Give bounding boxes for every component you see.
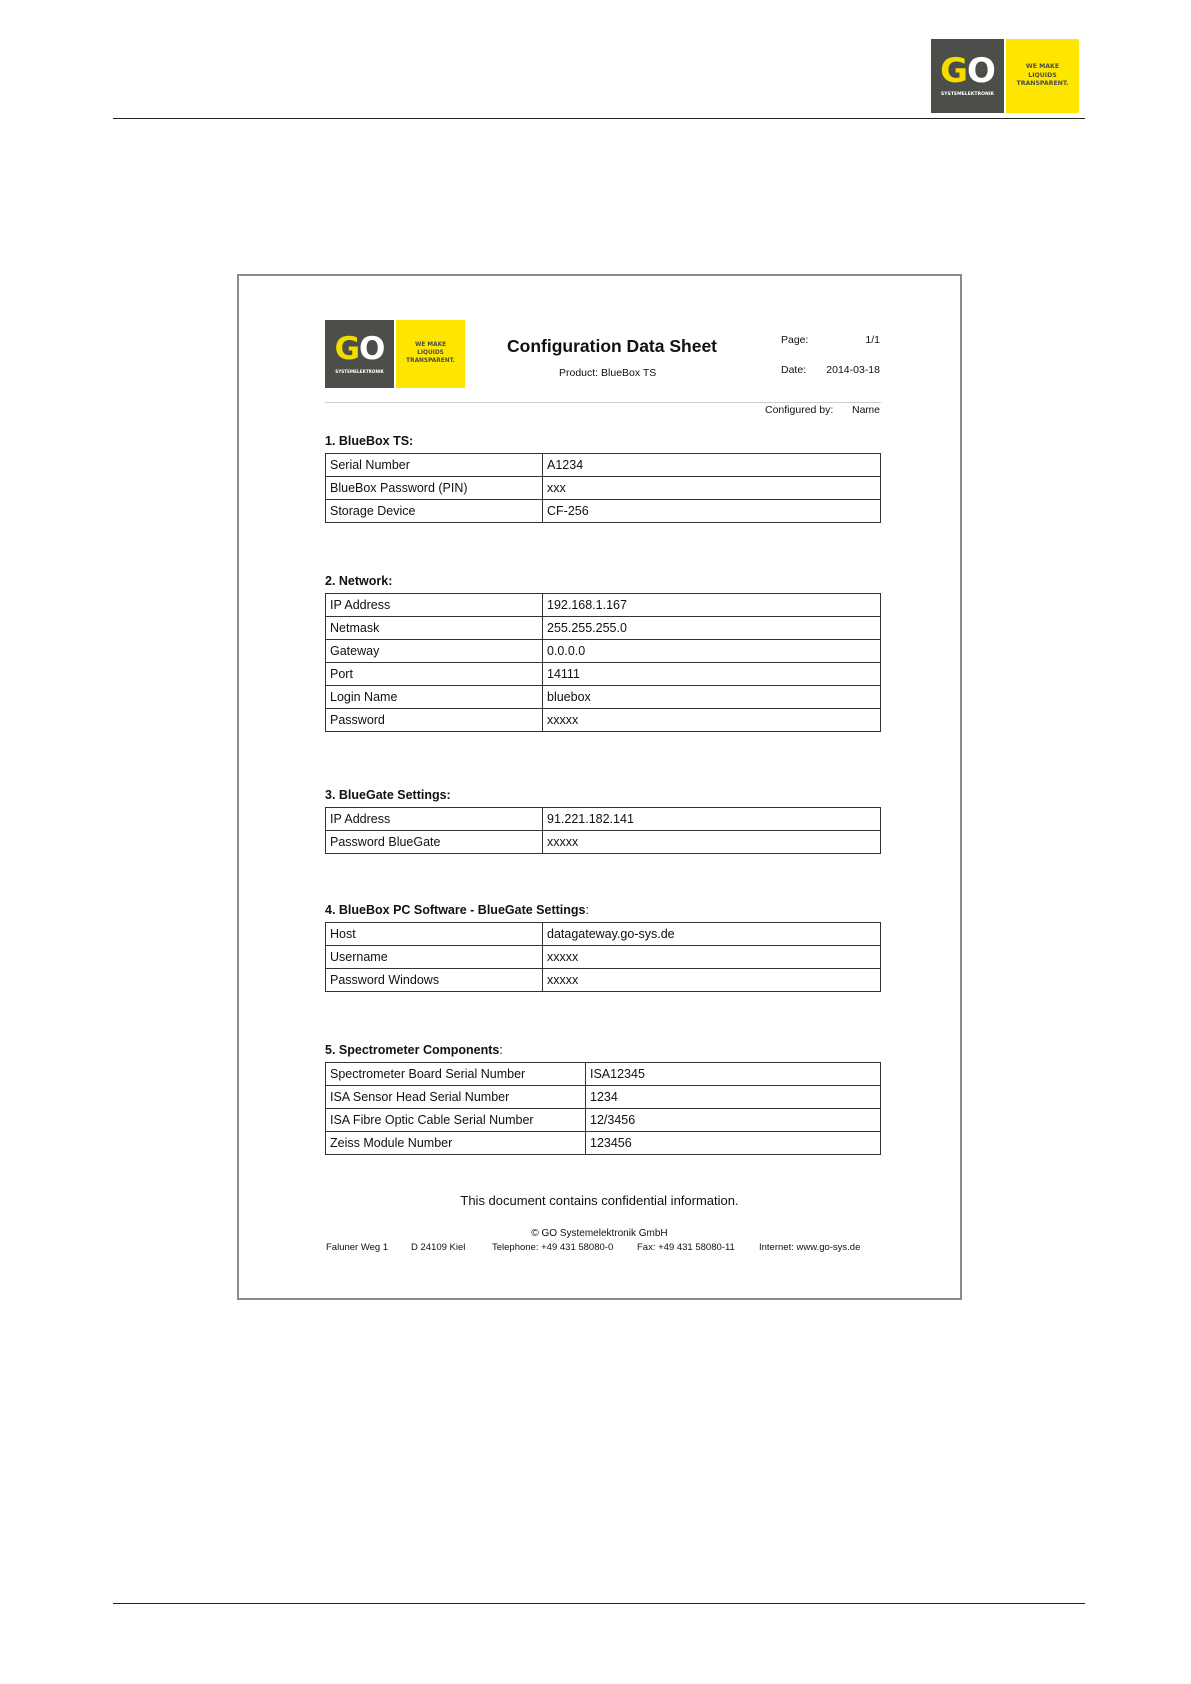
config-table bbox=[325, 593, 881, 732]
row-label: ISA Fibre Optic Cable Serial Number bbox=[326, 1109, 586, 1132]
sheet-logo bbox=[325, 320, 465, 388]
table-row bbox=[326, 709, 881, 732]
table-row bbox=[326, 1132, 881, 1155]
row-label: IP Address bbox=[326, 594, 543, 617]
footer-fax: Fax: +49 431 58080-11 bbox=[637, 1242, 735, 1253]
row-value: CF-256 bbox=[543, 500, 881, 523]
table-row bbox=[326, 454, 881, 477]
logo-tagline bbox=[1006, 39, 1079, 113]
section-spectrometer-components bbox=[325, 1043, 881, 1155]
date-label: Date: bbox=[781, 364, 807, 376]
row-value: 91.221.182.141 bbox=[543, 808, 881, 831]
row-value: 0.0.0.0 bbox=[543, 640, 881, 663]
row-value: 12/3456 bbox=[586, 1109, 881, 1132]
row-value: 192.168.1.167 bbox=[543, 594, 881, 617]
page-value: 1/1 bbox=[865, 334, 880, 346]
row-value: xxxxx bbox=[543, 709, 881, 732]
config-table bbox=[325, 453, 881, 523]
row-value: 14111 bbox=[543, 663, 881, 686]
table-row bbox=[326, 831, 881, 854]
logo-tagline-line: WE MAKE bbox=[1025, 63, 1060, 71]
table-row bbox=[326, 1063, 881, 1086]
row-value: A1234 bbox=[543, 454, 881, 477]
table-row bbox=[326, 1109, 881, 1132]
logo-brand bbox=[940, 51, 995, 92]
confidential-notice: This document contains confidential information. bbox=[460, 1193, 739, 1208]
row-value: 123456 bbox=[586, 1132, 881, 1155]
section-heading bbox=[325, 1043, 881, 1057]
row-label: ISA Sensor Head Serial Number bbox=[326, 1086, 586, 1109]
table-row bbox=[326, 500, 881, 523]
row-value: xxxxx bbox=[543, 969, 881, 992]
row-label: Port bbox=[326, 663, 543, 686]
table-row bbox=[326, 1086, 881, 1109]
row-label: Gateway bbox=[326, 640, 543, 663]
header-rule bbox=[113, 118, 1085, 119]
logo-tagline-line: LIQUIDS bbox=[1028, 71, 1057, 79]
table-row bbox=[326, 808, 881, 831]
table-row bbox=[326, 640, 881, 663]
row-label: Storage Device bbox=[326, 500, 543, 523]
table-row bbox=[326, 946, 881, 969]
section-bluegate-settings bbox=[325, 788, 881, 854]
row-label: BlueBox Password (PIN) bbox=[326, 477, 543, 500]
section-heading: 3. BlueGate Settings: bbox=[325, 788, 451, 802]
logo-brand-g: G bbox=[940, 51, 967, 92]
row-value: ISA12345 bbox=[586, 1063, 881, 1086]
row-label: Zeiss Module Number bbox=[326, 1132, 586, 1155]
table-row bbox=[326, 477, 881, 500]
logo-company: SYSTEMELEKTRONIK bbox=[335, 368, 384, 374]
configuration-sheet bbox=[237, 274, 962, 1300]
section-heading: 1. BlueBox TS: bbox=[325, 434, 414, 448]
row-value: datagateway.go-sys.de bbox=[543, 923, 881, 946]
row-value: xxxxx bbox=[543, 831, 881, 854]
table-row bbox=[326, 923, 881, 946]
logo-go-block bbox=[325, 320, 394, 388]
row-value: 1234 bbox=[586, 1086, 881, 1109]
logo-brand bbox=[334, 330, 385, 367]
logo-tagline-line: TRANSPARENT. bbox=[406, 357, 455, 364]
row-value: 255.255.255.0 bbox=[543, 617, 881, 640]
section-heading bbox=[325, 903, 881, 917]
product-label: Product: BlueBox TS bbox=[559, 367, 657, 379]
logo-tagline-line: WE MAKE bbox=[414, 342, 447, 349]
page-label: Page: bbox=[781, 334, 809, 346]
row-label: Login Name bbox=[326, 686, 543, 709]
copyright: © GO Systemelektronik GmbH bbox=[531, 1228, 668, 1239]
row-label: Host bbox=[326, 923, 543, 946]
configured-by-value: Name bbox=[851, 404, 880, 416]
logo-brand-o: O bbox=[967, 51, 995, 92]
table-row bbox=[326, 686, 881, 709]
row-label: Spectrometer Board Serial Number bbox=[326, 1063, 586, 1086]
logo-tagline-line: LIQUIDS bbox=[417, 350, 444, 357]
row-label: Password bbox=[326, 709, 543, 732]
logo-tagline bbox=[396, 320, 465, 388]
section-heading-colon: : bbox=[585, 903, 589, 917]
footer-city: D 24109 Kiel bbox=[411, 1242, 466, 1253]
logo-company: SYSTEMELEKTRONIK bbox=[940, 92, 995, 98]
section-heading-text: 4. BlueBox PC Software - BlueGate Settings bbox=[325, 903, 586, 917]
footer-internet: Internet: www.go-sys.de bbox=[759, 1242, 861, 1253]
row-value: xxx bbox=[543, 477, 881, 500]
section-heading-text: 5. Spectrometer Components bbox=[325, 1043, 500, 1057]
section-network bbox=[325, 574, 881, 732]
table-row bbox=[326, 617, 881, 640]
row-label: Password Windows bbox=[326, 969, 543, 992]
page-logo bbox=[931, 39, 1079, 113]
header-divider bbox=[325, 402, 881, 403]
configured-by-label: Configured by: bbox=[765, 404, 834, 416]
table-row bbox=[326, 969, 881, 992]
table-row bbox=[326, 594, 881, 617]
footer-telephone: Telephone: +49 431 58080-0 bbox=[492, 1242, 614, 1253]
config-table bbox=[325, 922, 881, 992]
row-label: Netmask bbox=[326, 617, 543, 640]
section-pc-software bbox=[325, 903, 881, 992]
row-label: Password BlueGate bbox=[326, 831, 543, 854]
section-bluebox-ts bbox=[325, 434, 881, 523]
row-value: xxxxx bbox=[543, 946, 881, 969]
logo-go-block bbox=[931, 39, 1004, 113]
row-label: Username bbox=[326, 946, 543, 969]
logo-tagline-line: TRANSPARENT. bbox=[1016, 80, 1069, 88]
config-table bbox=[325, 807, 881, 854]
logo-brand-g: G bbox=[334, 330, 360, 367]
table-row bbox=[326, 663, 881, 686]
section-heading: 2. Network: bbox=[325, 574, 393, 588]
config-table bbox=[325, 1062, 881, 1155]
row-label: Serial Number bbox=[326, 454, 543, 477]
sheet-title: Configuration Data Sheet bbox=[507, 336, 718, 356]
date-value: 2014-03-18 bbox=[826, 364, 880, 376]
footer-rule bbox=[113, 1603, 1085, 1604]
row-label: IP Address bbox=[326, 808, 543, 831]
row-value: bluebox bbox=[543, 686, 881, 709]
section-heading-colon: : bbox=[499, 1043, 503, 1057]
footer-street: Faluner Weg 1 bbox=[326, 1242, 389, 1253]
logo-brand-o: O bbox=[359, 330, 385, 367]
